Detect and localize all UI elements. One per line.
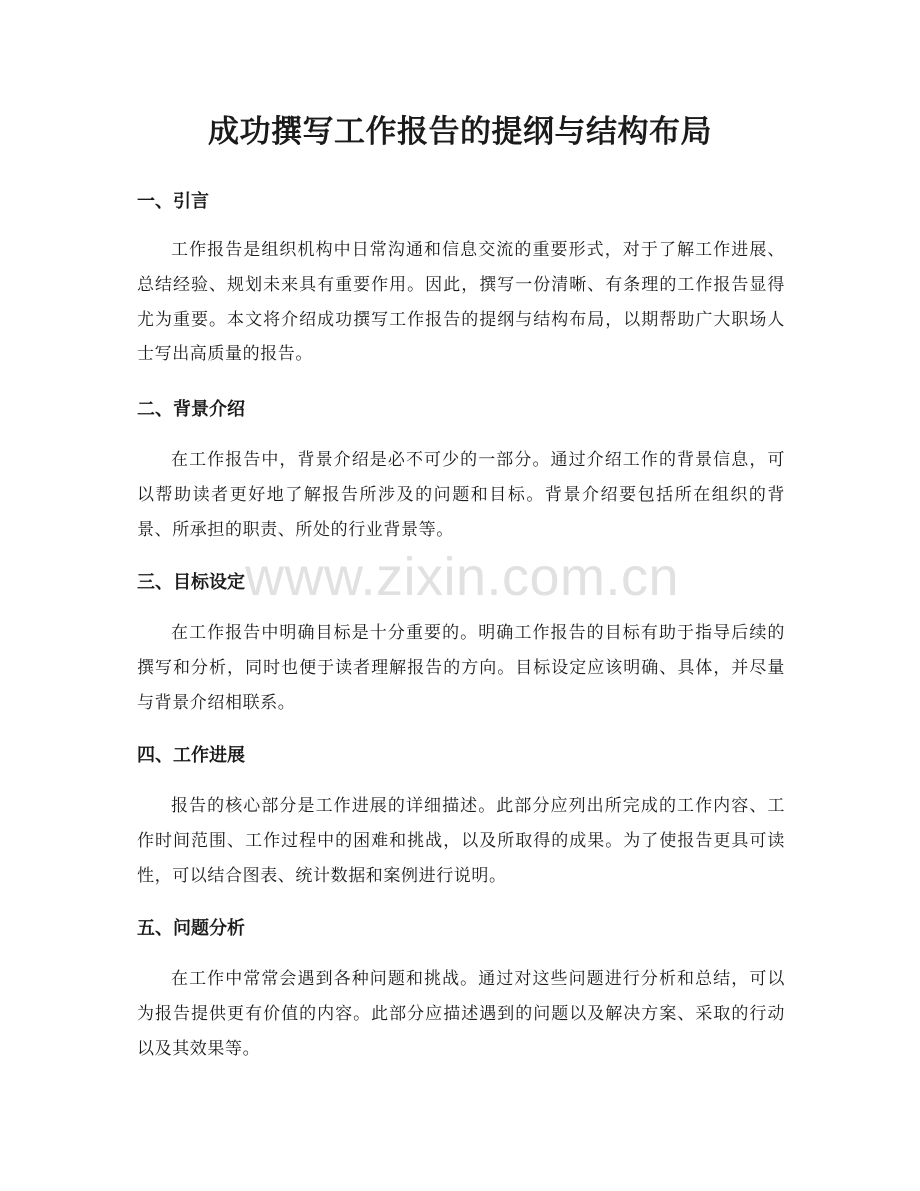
section-heading-background: 二、背景介绍 [137,399,245,420]
section-body-problem-analysis: 在工作中常常会遇到各种问题和挑战。通过对这些问题进行分析和总结，可以为报告提供更有价值的内容。此部分应描述遇到的问题以及解决方案、采取的行动以及其效果等。 [137,969,785,1059]
document-title: 成功撰写工作报告的提纲与结构布局 [208,114,712,150]
section-heading-problem-analysis: 五、问题分析 [137,918,245,939]
section-body-background: 在工作报告中，背景介绍是必不可少的一部分。通过介绍工作的背景信息，可以帮助读者更好地了解报告所涉及的问题和目标。背景介绍要包括所在组织的背景、所承担的职责、所处的行业背景等。 [137,450,785,540]
section-heading-introduction: 一、引言 [137,191,209,212]
section-heading-goals: 三、目标设定 [137,572,245,593]
section-body-goals: 在工作报告中明确目标是十分重要的。明确工作报告的目标有助于指导后续的撰写和分析，同时也便于读者理解报告的方向。目标设定应该明确、具体，并尽量与背景介绍相联系。 [137,623,785,713]
section-heading-progress: 四、工作进展 [137,745,245,766]
watermark: www.zixin.com.cn [244,547,680,607]
section-body-progress: 报告的核心部分是工作进展的详细描述。此部分应列出所完成的工作内容、工作时间范围、工作过程中的困难和挑战，以及所取得的成果。为了使报告更具可读性，可以结合图表、统计数据和案例进行说明。 [137,796,785,886]
section-body-introduction: 工作报告是组织机构中日常沟通和信息交流的重要形式，对于了解工作进展、总结经验、规划未来具有重要作用。因此，撰写一份清晰、有条理的工作报告显得尤为重要。本文将介绍成功撰写工作报告的提纲与结构布局，以期帮助广大职场人士写出高质量的报告。 [137,240,785,365]
